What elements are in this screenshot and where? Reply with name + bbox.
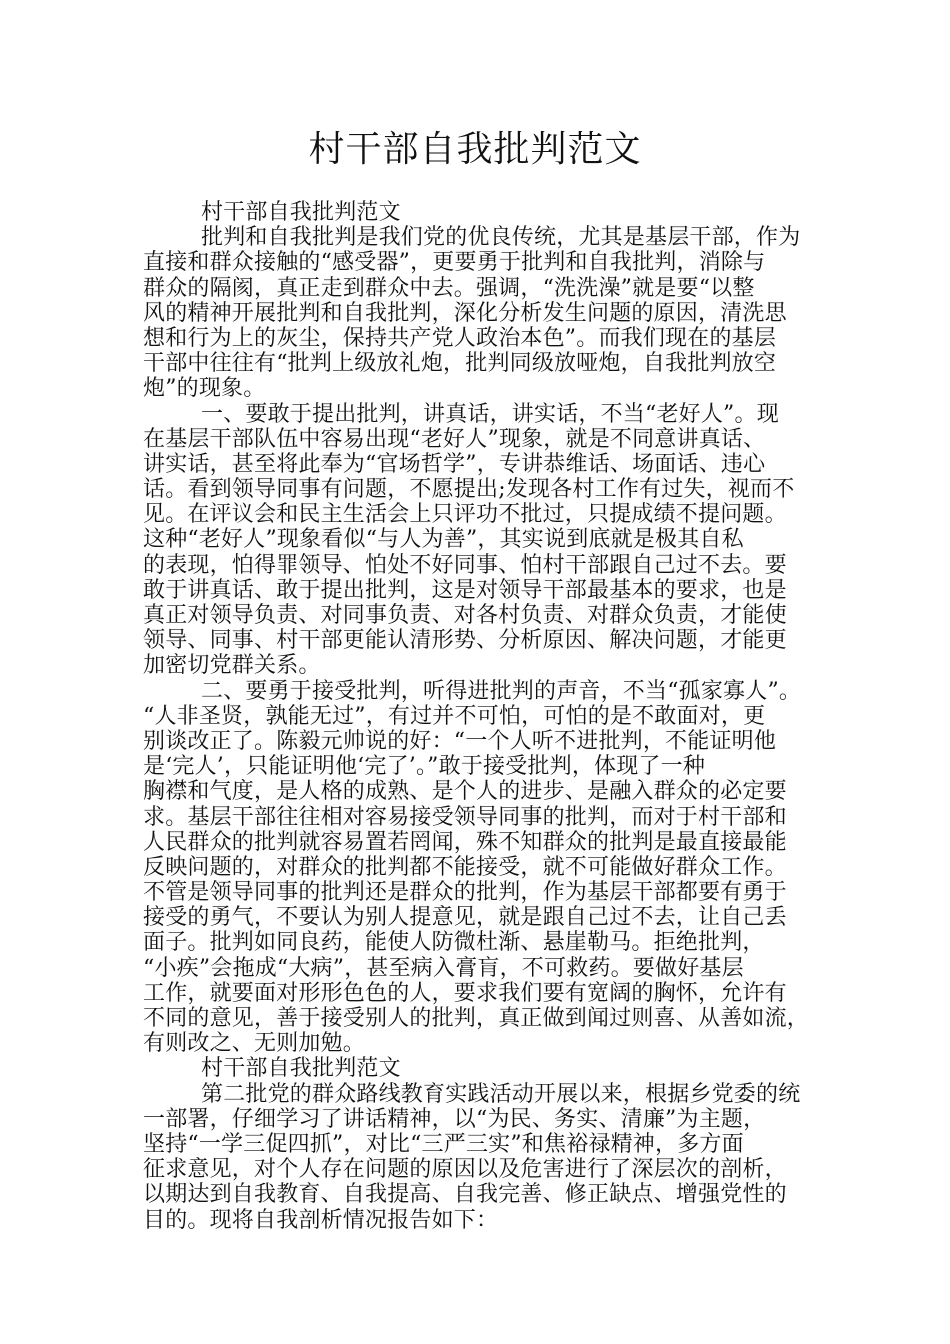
text-line: 村干部自我批判范文 xyxy=(201,1056,401,1082)
text-line: 反映问题的，对群众的批判都不能接受，就不可能做好群众工作。 xyxy=(143,854,787,880)
text-line: 一部署，仔细学习了讲话精神，以“为民、务实、清廉”为主题， xyxy=(143,1106,766,1132)
text-line: 群众的隔阂，真正走到群众中去。强调，“洗洗澡”就是要“以整 xyxy=(143,275,755,301)
text-line: 在基层干部队伍中容易出现“老好人”现象，就是不同意讲真话、 xyxy=(143,426,766,452)
text-line: 求。基层干部往往相对容易接受领导同事的批判，而对于村干部和 xyxy=(143,804,787,830)
text-line: 讲实话，甚至将此奉为“官场哲学”，专讲恭维话、场面话、违心 xyxy=(143,451,766,477)
text-line: 第二批党的群众路线教育实践活动开展以来，根据乡党委的统 xyxy=(201,1081,801,1107)
text-line: 想和行为上的灰尘，保持共产党人政治本色”。而我们现在的基层 xyxy=(143,325,777,351)
text-line: “小疾”会拖成“大病”，甚至病入膏肓，不可救药。要做好基层 xyxy=(143,955,744,981)
text-line: “人非圣贤，孰能无过”，有过并不可怕，可怕的是不敢面对，更 xyxy=(143,703,766,729)
text-line: 目的。现将自我剖析情况报告如下： xyxy=(143,1207,499,1233)
text-line: 领导、同事、村干部更能认清形势、分析原因、解决问题，才能更 xyxy=(143,628,787,654)
document-body xyxy=(143,200,823,1233)
text-line: 炮”的现象。 xyxy=(143,376,266,402)
text-line: 见。在评议会和民主生活会上只评功不批过，只提成绩不提问题。 xyxy=(143,502,787,528)
text-line: 话。看到领导同事有问题，不愿提出;发现各村工作有过失，视而不 xyxy=(143,477,795,503)
text-line: 面子。批判如同良药，能使人防微杜渐、悬崖勒马。拒绝批判， xyxy=(143,930,765,956)
text-line: 是‘完人’，只能证明他‘完了’。”敢于接受批判，体现了一种 xyxy=(143,754,706,780)
text-line: 加密切党群关系。 xyxy=(143,653,321,679)
text-line: 敢于讲真话、敢于提出批判，这是对领导干部最基本的要求，也是 xyxy=(143,577,787,603)
text-line: 不管是领导同事的批判还是群众的批判，作为基层干部都要有勇于 xyxy=(143,880,787,906)
text-line: 坚持“一学三促四抓”，对比“三严三实”和焦裕禄精神，多方面 xyxy=(143,1131,744,1157)
text-line: 别谈改正了。陈毅元帅说的好：“一个人听不进批判，不能证明他 xyxy=(143,728,777,754)
text-line: 工作，就要面对形形色色的人，要求我们要有宽阔的胸怀，允许有 xyxy=(143,980,787,1006)
text-line: 不同的意见，善于接受别人的批判，真正做到闻过则喜、从善如流， xyxy=(143,1006,810,1031)
text-line: 风的精神开展批判和自我批判，深化分析发生问题的原因，清洗思 xyxy=(143,300,787,326)
text-line: 征求意见，对个人存在问题的原因以及危害进行了深层次的剖析， xyxy=(143,1157,787,1183)
text-line: 干部中往往有“批判上级放礼炮，批判同级放哑炮，自我批判放空 xyxy=(143,351,777,377)
text-line: 有则改之、无则加勉。 xyxy=(143,1031,366,1057)
text-line: 胸襟和气度，是人格的成熟、是个人的进步、是融入群众的必定要 xyxy=(143,779,787,805)
text-line: 人民群众的批判就容易置若罔闻，殊不知群众的批判是最直接最能 xyxy=(143,829,787,855)
document-title: 村干部自我批判范文 xyxy=(308,129,642,170)
text-line: 批判和自我批判是我们党的优良传统，尤其是基层干部，作为 xyxy=(201,225,801,251)
text-line: 真正对领导负责、对同事负责、对各村负责、对群众负责，才能使 xyxy=(143,603,787,628)
text-line: 以期达到自我教育、自我提高、自我完善、修正缺点、增强党性的 xyxy=(143,1182,787,1208)
text-line: 二、要勇于接受批判，听得进批判的声音，不当“孤家寡人”。 xyxy=(201,678,802,704)
text-line: 一、要敢于提出批判，讲真话，讲实话，不当“老好人”。现 xyxy=(201,401,779,427)
text-line: 直接和群众接触的“感受器”，更要勇于批判和自我批判，消除与 xyxy=(143,250,766,276)
text-line: 村干部自我批判范文 xyxy=(201,200,401,225)
text-line: 的表现，怕得罪领导、怕处不好同事、怕村干部跟自己过不去。要 xyxy=(143,552,787,578)
text-line: 接受的勇气，不要认为别人提意见，就是跟自己过不去，让自己丢 xyxy=(143,905,787,931)
text-line: 这种“老好人”现象看似“与人为善”，其实说到底就是极其自私 xyxy=(143,527,744,553)
